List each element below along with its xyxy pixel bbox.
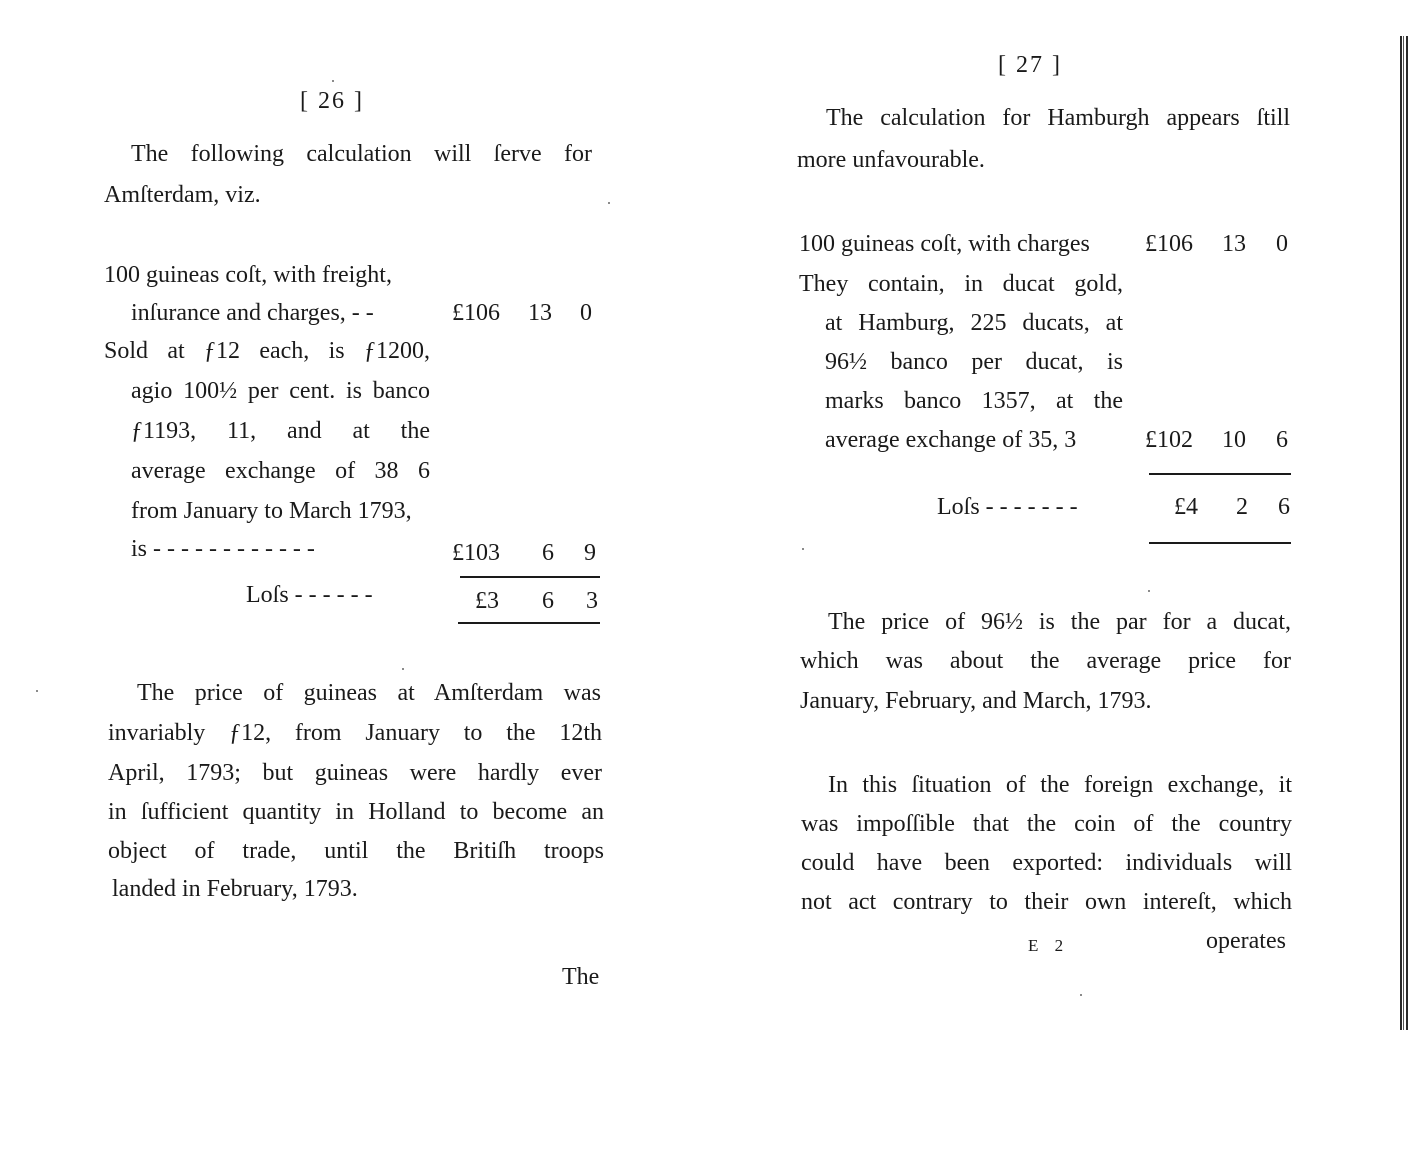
- loss-pounds: £4: [1174, 494, 1198, 520]
- calc-line: is - - - - - - - - - - - -: [131, 536, 315, 562]
- loss-shillings: 6: [542, 588, 554, 614]
- calc-line: ƒ1193, 11, and at the: [131, 418, 430, 444]
- catchword: The: [562, 964, 600, 990]
- right-page: [700, 0, 1409, 1159]
- sale-shillings: 6: [542, 540, 554, 566]
- calc-line: agio 100½ per cent. is banco: [131, 378, 430, 404]
- calc-line: inſurance and charges, - -: [131, 300, 374, 326]
- left-page: [0, 0, 700, 1159]
- loss-pence: 6: [1278, 494, 1290, 520]
- value-shillings: 10: [1222, 427, 1246, 453]
- loss-pence: 3: [586, 588, 598, 614]
- calc-line: Sold at ƒ12 each, is ƒ1200,: [104, 338, 430, 364]
- scan-speck: [402, 668, 404, 670]
- loss-pounds: £3: [475, 588, 499, 614]
- intro-line-1: The calculation for Hamburgh appears ſtill: [826, 105, 1290, 131]
- sale-pounds: £103: [452, 540, 500, 566]
- calc-line: from January to March 1793,: [131, 498, 412, 524]
- text-line: The price of guineas at Amſterdam was: [137, 680, 601, 706]
- cost-pence: 0: [1276, 231, 1288, 257]
- sum-rule: [1149, 473, 1291, 475]
- calc-line: at Hamburg, 225 ducats, at: [825, 310, 1123, 336]
- cost-shillings: 13: [528, 300, 552, 326]
- calc-line: average exchange of 38 6: [131, 458, 430, 484]
- loss-label: Loſs - - - - - - -: [937, 494, 1078, 520]
- calc-line: 100 guineas coſt, with charges: [799, 231, 1090, 257]
- calc-line: average exchange of 35, 3: [825, 427, 1077, 453]
- calc-line: 96½ banco per ducat, is: [825, 349, 1123, 375]
- text-line: object of trade, until the Britiſh troops: [108, 838, 604, 864]
- text-line: was impoſſible that the coin of the country: [801, 811, 1292, 837]
- text-line: In this ſituation of the foreign exchange, it: [828, 772, 1292, 798]
- text-line: April, 1793; but guineas were hardly ever: [108, 760, 602, 786]
- intro-line-2: Amſterdam, viz.: [104, 182, 261, 208]
- text-line: in ſufficient quantity in Holland to become an: [108, 799, 604, 825]
- text-line: invariably ƒ12, from January to the 12th: [108, 720, 602, 746]
- intro-line-1: The following calculation will ſerve for: [131, 141, 592, 167]
- intro-line-2: more unfavourable.: [797, 147, 985, 173]
- loss-label: Loſs - - - - - -: [246, 582, 373, 608]
- loss-shillings: 2: [1236, 494, 1248, 520]
- scan-speck: [608, 202, 610, 204]
- calc-line: marks banco 1357, at the: [825, 388, 1123, 414]
- text-line: not act contrary to their own intereſt, which: [801, 889, 1292, 915]
- scan-speck: [1080, 994, 1082, 996]
- scan-speck: [1148, 590, 1150, 592]
- cost-shillings: 13: [1222, 231, 1246, 257]
- calc-line: 100 guineas coſt, with freight,: [104, 262, 392, 288]
- book-binding-edge: [1400, 36, 1409, 1030]
- calc-line: They contain, in ducat gold,: [799, 271, 1123, 297]
- text-line: which was about the average price for: [800, 648, 1291, 674]
- cost-pounds: £106: [452, 300, 500, 326]
- text-line: The price of 96½ is the par for a ducat,: [828, 609, 1291, 635]
- page-number: [ 27 ]: [998, 52, 1062, 78]
- value-pounds: £102: [1145, 427, 1193, 453]
- cost-pounds: £106: [1145, 231, 1193, 257]
- page-number: [ 26 ]: [300, 88, 364, 114]
- text-line: could have been exported: individuals will: [801, 850, 1292, 876]
- sale-pence: 9: [584, 540, 596, 566]
- scan-speck: [36, 690, 38, 692]
- signature-mark: E 2: [1028, 936, 1070, 955]
- scan-speck: [802, 548, 804, 550]
- total-rule: [458, 622, 600, 624]
- total-rule: [1149, 542, 1291, 544]
- cost-pence: 0: [580, 300, 592, 326]
- text-line: January, February, and March, 1793.: [800, 688, 1152, 714]
- sum-rule: [460, 576, 600, 578]
- value-pence: 6: [1276, 427, 1288, 453]
- catchword: operates: [1206, 928, 1286, 954]
- scan-speck: [332, 80, 334, 82]
- text-line: landed in February, 1793.: [112, 876, 358, 902]
